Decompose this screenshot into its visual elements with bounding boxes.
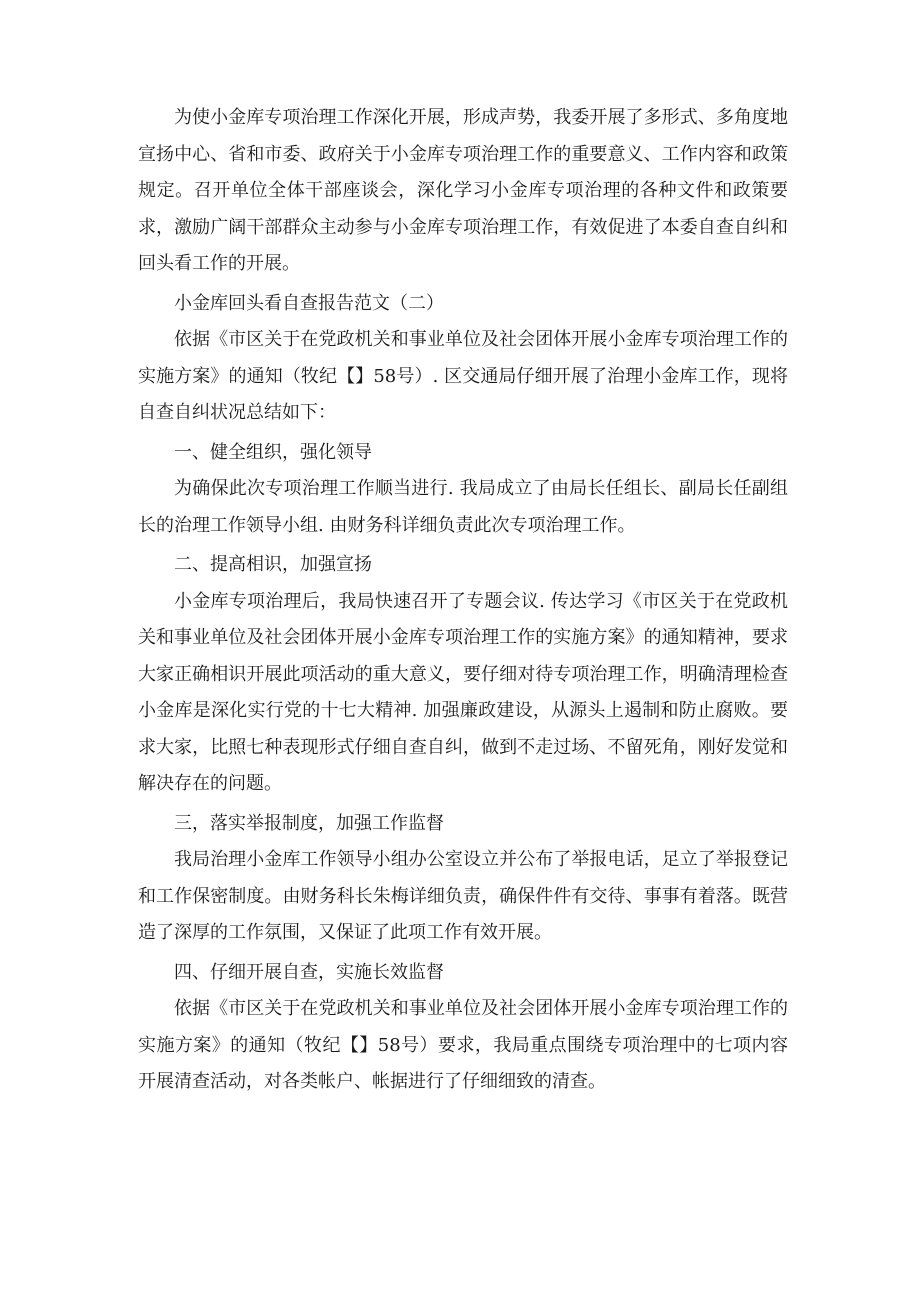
paragraph-basis: 依据《市区关于在党政机关和事业单位及社会团体开展小金库专项治理工作的实施方案》的通知（牧纪【】58号）. 区交通局仔细开展了治理小金库工作，现将自查自纠状况总结如下： (138, 329, 788, 423)
document-page (138, 100, 788, 1101)
paragraph-intro: 为使小金库专项治理工作深化开展，形成声势，我委开展了多形式、多角度地宣扬中心、省和市委、政府关于小金库专项治理工作的重要意义、工作内容和政策规定。召开单位全体干部座谈会，深化学习小金库专项治理的各种文件和政策要求，激励广阔干部群众主动参与小金库专项治理工作，有效促进了本委自查自纠和回头看工作的开展。 (138, 107, 788, 274)
paragraph-section-three: 我局治理小金库工作领导小组办公室设立并公布了举报电话，足立了举报登记和工作保密制度。由财务科长朱梅详细负责，确保件件有交待、事事有着落。既营造了深厚的工作氛围，又保证了此项工作有效开展。 (138, 849, 788, 943)
section-heading-two: 二、提高相识，加强宣扬 (174, 554, 372, 575)
section-heading-one: 一、健全组织，强化领导 (174, 441, 372, 463)
section-heading-three: 三，落实举报制度，加强工作监督 (174, 812, 444, 834)
paragraph-section-one: 为确保此次专项治理工作顺当进行. 我局成立了由局长任组长、副局长任副组长的治理工作领导小组. 由财务科详细负责此次专项治理工作。 (138, 478, 788, 536)
paragraph-section-two: 小金库专项治理后，我局快速召开了专题会议. 传达学习《市区关于在党政机关和事业单位及社会团体开展小金库专项治理工作的实施方案》的通知精神，要求大家正确相识开展此项活动的重大意义，要仔细对待专项治理工作，明确清理检查小金库是深化实行党的十七大精神. 加强廉政建设，从源头上遏制和防止腐败。要求大家，比照七种表现形式仔细自查自纠，做到不走过场、不留死角，刚好发觉和解决存在的问题。 (138, 590, 788, 794)
section-title-report-two: 小金库回头看自查报告范文（二） (174, 292, 444, 314)
paragraph-section-four: 依据《市区关于在党政机关和事业单位及社会团体开展小金库专项治理工作的实施方案》的通知（牧纪【】58号）要求，我局重点围绕专项治理中的七项内容开展清查活动，对各类帐户、帐据进行了仔细细致的清查。 (138, 998, 788, 1092)
section-heading-four: 四、仔细开展自查，实施长效监督 (174, 961, 444, 983)
